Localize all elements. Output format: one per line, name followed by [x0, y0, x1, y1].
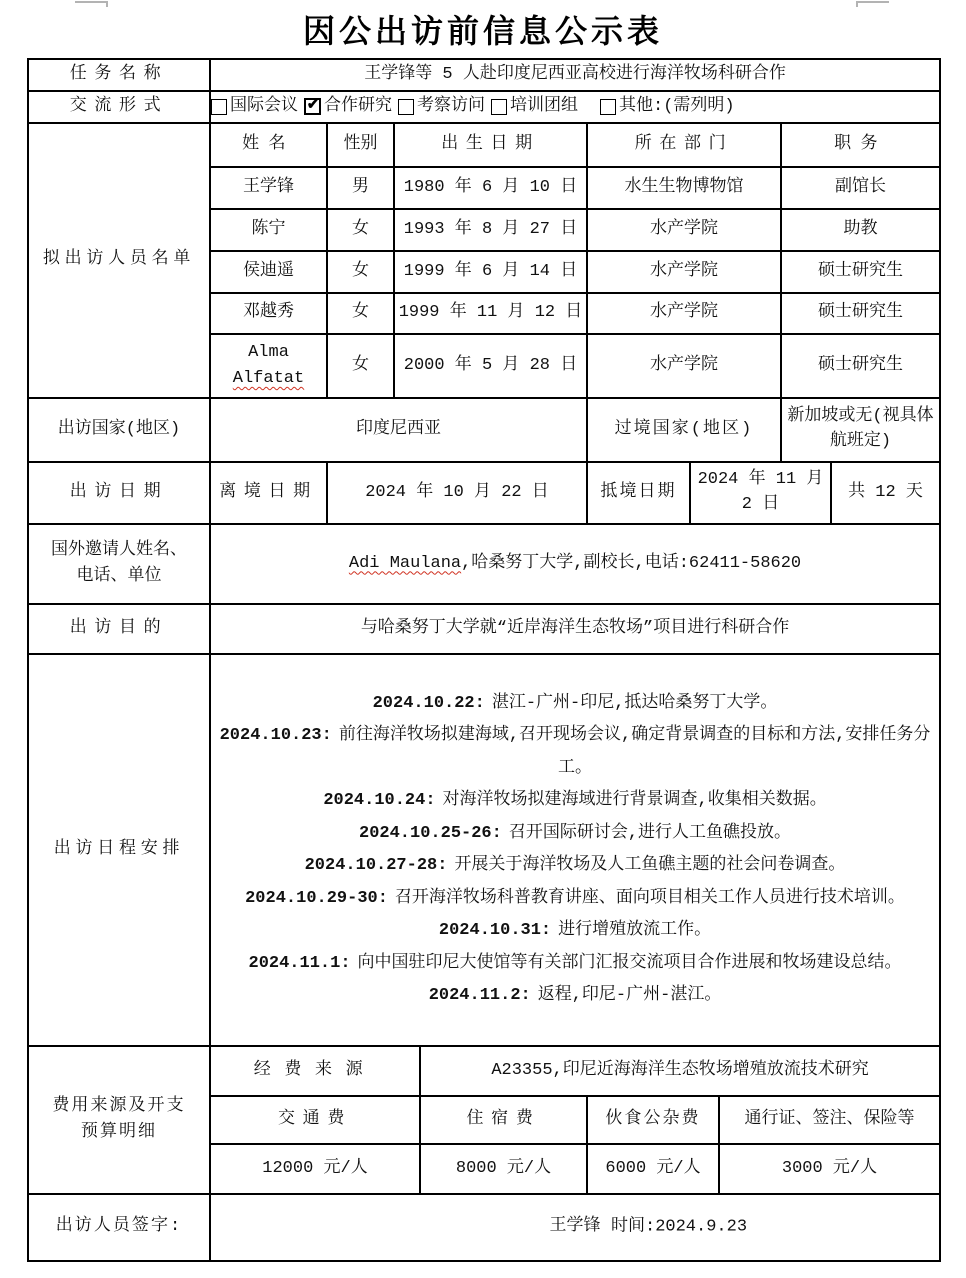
inviter-row [28, 524, 940, 604]
task-name-value: 王学锋等 5 人赴印度尼西亚高校进行海洋牧场科研合作 [210, 59, 940, 91]
schedule-item-text: 进行增殖放流工作。 [558, 921, 712, 940]
schedule-item-text: 湛江-广州-印尼,抵达哈桑努丁大学。 [491, 693, 778, 713]
person-birth: 1999 年 6 月 14 日 [394, 251, 587, 293]
visit-date-label: 出访日期 [28, 462, 210, 524]
schedule-item-date: 2024.10.22: [372, 693, 485, 713]
person-position: 助教 [781, 209, 940, 251]
task-name-row [28, 59, 940, 91]
person-position: 硕士研究生 [781, 293, 940, 334]
schedule-item-text: 召开国际研讨会,进行人工鱼礁投放。 [508, 823, 792, 843]
person-birth: 1993 年 8 月 27 日 [394, 209, 587, 251]
budget-label [28, 1046, 210, 1194]
personnel-header-position: 职务 [781, 123, 940, 167]
signature-row [28, 1194, 940, 1261]
fee-value-meals: 6000 元/人 [587, 1144, 719, 1194]
fee-header-lodging: 住宿费 [420, 1096, 587, 1144]
schedule-item [211, 720, 939, 785]
person-name: 陈宁 [210, 209, 327, 251]
task-name-label: 任务名称 [28, 59, 210, 91]
purpose-row [28, 604, 940, 654]
schedule-list [210, 654, 940, 1046]
personnel-header-department: 所在部门 [587, 123, 781, 167]
budget-label-line1: 费用来源及开支 [52, 1097, 186, 1116]
personnel-header-name: 姓名 [210, 123, 327, 167]
person-name: 邓越秀 [210, 293, 327, 334]
funding-source-label: 经费来源 [210, 1046, 420, 1096]
fee-value-permits: 3000 元/人 [719, 1144, 940, 1194]
schedule-item [211, 980, 939, 1013]
signature-label: 出访人员签字: [28, 1194, 210, 1261]
checkbox-icon[interactable] [211, 99, 227, 115]
inviter-label-line1: 国外邀请人姓名、 [51, 541, 187, 560]
personnel-list-label: 拟出访人员名单 [28, 123, 210, 398]
schedule-item [211, 883, 939, 916]
person-position: 副馆长 [781, 167, 940, 209]
checkbox-label: 其他:(需列明) [619, 96, 735, 116]
exchange-form-options [210, 91, 940, 123]
fee-value-transport: 12000 元/人 [210, 1144, 420, 1194]
schedule-item-text: 前往海洋牧场拟建海域,召开现场会议,确定背景调查的目标和方法,安排任务分工。 [338, 726, 931, 778]
departure-date-label: 离境日期 [210, 462, 327, 524]
schedule-item-date: 2024.10.31: [438, 921, 552, 940]
transit-country-label: 过境国家(地区) [587, 398, 781, 462]
person-department: 水生生物博物馆 [587, 167, 781, 209]
person-gender: 女 [327, 209, 394, 251]
fee-value-lodging: 8000 元/人 [420, 1144, 587, 1194]
schedule-item-date: 2024.10.29-30: [245, 888, 388, 908]
fee-header-transport: 交通费 [210, 1096, 420, 1144]
checkbox-option-other[interactable] [600, 95, 735, 120]
funding-source-value: A23355,印尼近海海洋生态牧场增殖放流技术研究 [420, 1046, 940, 1096]
schedule-label: 出访日程安排 [28, 654, 210, 1046]
duration-value: 共 12 天 [831, 462, 940, 524]
exchange-form-label: 交流形式 [28, 91, 210, 123]
schedule-item-text: 向中国驻印尼大使馆等有关部门汇报交流项目合作进展和牧场建设总结。 [357, 953, 902, 973]
schedule-row [28, 654, 940, 1046]
budget-source-row [28, 1046, 940, 1096]
checkbox-option-training-group[interactable] [491, 95, 578, 120]
person-position: 硕士研究生 [781, 334, 940, 398]
person-gender: 女 [327, 251, 394, 293]
schedule-item-date: 2024.10.24: [323, 791, 436, 810]
schedule-item [211, 948, 939, 981]
checkbox-icon[interactable] [491, 99, 507, 115]
margin-mark-top-right-h [856, 1, 889, 3]
person-name: 侯迪遥 [210, 251, 327, 293]
purpose-label: 出访目的 [28, 604, 210, 654]
schedule-item-date: 2024.10.25-26: [359, 823, 502, 843]
margin-mark-top-left-h [75, 1, 108, 3]
schedule-item [211, 850, 939, 883]
exchange-form-row [28, 91, 940, 123]
signature-name: 王学锋 [549, 1217, 601, 1237]
checkbox-label: 培训团组 [510, 96, 578, 116]
schedule-item [211, 915, 939, 948]
person-department: 水产学院 [587, 334, 781, 398]
checkbox-option-cooperative-research[interactable] [304, 95, 392, 120]
schedule-item-date: 2024.11.2: [428, 986, 531, 1005]
person-department: 水产学院 [587, 293, 781, 334]
person-department: 水产学院 [587, 209, 781, 251]
person-position: 硕士研究生 [781, 251, 940, 293]
schedule-item-date: 2024.10.27-28: [304, 856, 448, 875]
person-gender: 女 [327, 293, 394, 334]
arrival-date-value: 2024 年 11 月 2 日 [690, 462, 831, 524]
personnel-header-row [28, 123, 940, 167]
publicity-form-table [27, 58, 941, 1262]
checkbox-icon[interactable] [600, 99, 616, 115]
countries-row [28, 398, 940, 462]
dates-row [28, 462, 940, 524]
person-birth: 1980 年 6 月 10 日 [394, 167, 587, 209]
destination-country-label: 出访国家(地区) [28, 398, 210, 462]
purpose-value: 与哈桑努丁大学就“近岸海洋生态牧场”项目进行科研合作 [210, 604, 940, 654]
fee-header-meals: 伙食公杂费 [587, 1096, 719, 1144]
departure-date-value: 2024 年 10 月 22 日 [327, 462, 587, 524]
person-birth: 2000 年 5 月 28 日 [394, 334, 587, 398]
transit-country-value: 新加坡或无(视具体航班定) [781, 398, 940, 462]
page-title: 因公出访前信息公示表 [302, 13, 663, 49]
schedule-item-text: 召开海洋牧场科普教育讲座、面向项目相关工作人员进行技术培训。 [394, 888, 905, 908]
schedule-item-text: 返程,印尼-广州-湛江。 [537, 986, 722, 1005]
checkbox-label: 合作研究 [324, 96, 392, 116]
destination-country-value: 印度尼西亚 [210, 398, 587, 462]
person-birth: 1999 年 11 月 12 日 [394, 293, 587, 334]
person-name-line1: Alma [248, 343, 289, 362]
personnel-header-gender: 性别 [327, 123, 394, 167]
check-mark-icon: ✔ [306, 97, 320, 115]
schedule-item-text: 开展关于海洋牧场及人工鱼礁主题的社会问卷调查。 [454, 856, 846, 875]
person-department: 水产学院 [587, 251, 781, 293]
inviter-label-line2: 电话、单位 [76, 567, 162, 586]
schedule-item-date: 2024.10.23: [219, 726, 332, 745]
person-gender: 男 [327, 167, 394, 209]
budget-label-line2: 预算明细 [80, 1123, 158, 1142]
checkbox-icon[interactable] [304, 98, 321, 115]
fee-header-permits: 通行证、签注、保险等 [719, 1096, 940, 1144]
checkbox-label: 考察访问 [417, 96, 485, 116]
schedule-item-date: 2024.11.1: [248, 953, 351, 973]
inviter-value [210, 524, 940, 604]
person-name: 王学锋 [210, 167, 327, 209]
person-gender: 女 [327, 334, 394, 398]
schedule-item [211, 785, 939, 818]
inviter-name: Adi Maulana [348, 553, 462, 573]
schedule-item [211, 688, 939, 721]
inviter-label [28, 524, 210, 604]
inviter-details: ,哈桑努丁大学,副校长,电话:62411-58620 [461, 553, 802, 573]
checkbox-icon[interactable] [398, 99, 414, 115]
schedule-item-text: 对海洋牧场拟建海域进行背景调查,收集相关数据。 [442, 791, 827, 810]
checkbox-label: 国际会议 [230, 96, 298, 116]
checkbox-option-inspection-visit[interactable] [398, 95, 485, 120]
checkbox-option-international-conference[interactable] [211, 95, 298, 120]
personnel-header-birth: 出生日期 [394, 123, 587, 167]
signature-cell [210, 1194, 940, 1261]
person-name [210, 334, 327, 398]
person-name-line2: Alfatat [232, 369, 305, 388]
arrival-date-label: 抵境日期 [587, 462, 690, 524]
signature-time: 时间:2024.9.23 [611, 1217, 748, 1237]
schedule-item [211, 818, 939, 851]
